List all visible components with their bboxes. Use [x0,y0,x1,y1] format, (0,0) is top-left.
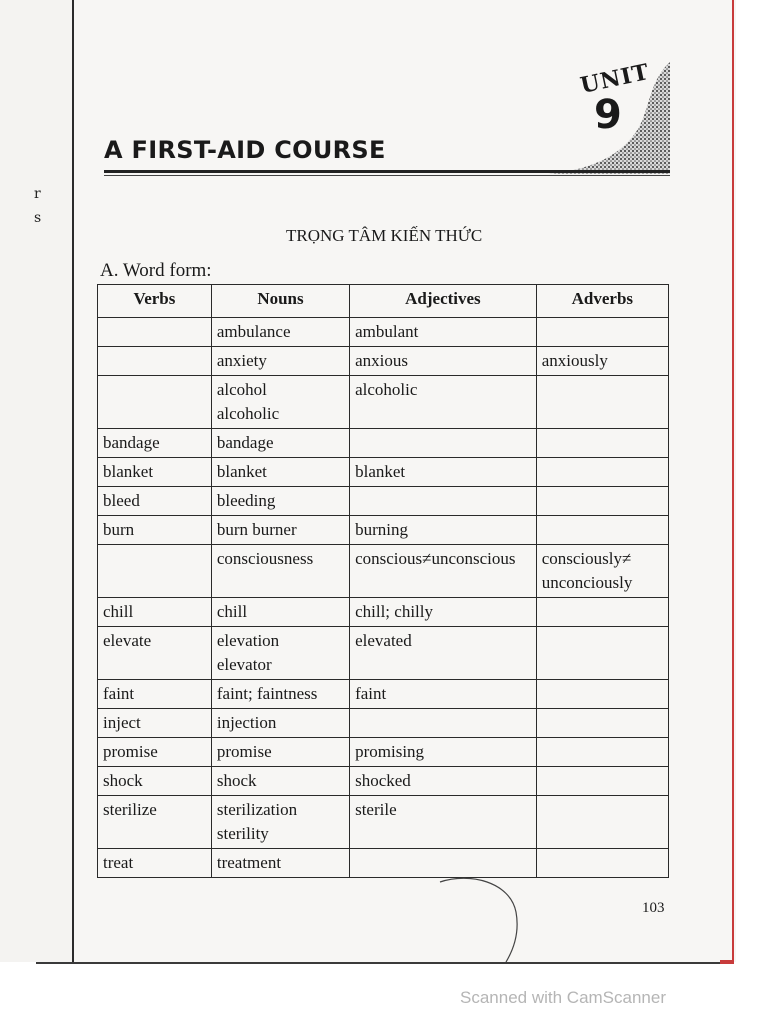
table-row [98,429,669,458]
cell-adverb [536,767,668,796]
cell-adverb [536,738,668,767]
table-row [98,598,669,627]
unit-title: A FIRST-AID COURSE [104,136,386,164]
cell-adverb [536,458,668,487]
table-row [98,709,669,738]
header-adverbs: Adverbs [536,285,668,318]
unit-label: UNIT [578,59,652,99]
cell-noun: consciousness [211,545,349,598]
cell-noun: chill [211,598,349,627]
cell-adverb: consciously≠ unconciously [536,545,668,598]
table-row [98,627,669,680]
cell-verb: burn [98,516,212,545]
cell-adverb [536,318,668,347]
cell-noun: treatment [211,849,349,878]
cell-adjective: elevated [350,627,537,680]
cell-verb: sterilize [98,796,212,849]
table-row [98,487,669,516]
margin-letter: r [34,186,41,202]
table-row [98,738,669,767]
cell-adjective [350,429,537,458]
cell-adverb [536,796,668,849]
cell-adjective: alcoholic [350,376,537,429]
cell-adverb [536,849,668,878]
cell-verb [98,376,212,429]
cell-noun: shock [211,767,349,796]
title-rule-thin [104,175,670,176]
table-row [98,318,669,347]
cell-adjective: faint [350,680,537,709]
cell-verb [98,347,212,376]
cell-adjective [350,487,537,516]
cell-adverb [536,709,668,738]
cell-adverb: anxiously [536,347,668,376]
cell-noun: promise [211,738,349,767]
table-row [98,516,669,545]
table-row [98,376,669,429]
cell-adjective [350,709,537,738]
table-row [98,347,669,376]
cell-verb: chill [98,598,212,627]
cell-adjective: conscious≠unconscious [350,545,537,598]
subsection-heading: A. Word form: [100,260,212,281]
cell-adverb [536,680,668,709]
cell-noun: alcohol alcoholic [211,376,349,429]
cell-adjective: chill; chilly [350,598,537,627]
unit-number: 9 [594,92,622,138]
cell-verb: bleed [98,487,212,516]
cell-noun: burn burner [211,516,349,545]
cell-adverb [536,516,668,545]
cell-noun: ambulance [211,318,349,347]
table-row [98,849,669,878]
cell-adjective: burning [350,516,537,545]
cell-verb: inject [98,709,212,738]
cell-verb: promise [98,738,212,767]
cell-noun: faint; faintness [211,680,349,709]
cell-noun: bandage [211,429,349,458]
cell-noun: bleeding [211,487,349,516]
cell-verb [98,318,212,347]
cell-verb: blanket [98,458,212,487]
cell-adjective: blanket [350,458,537,487]
cell-verb: faint [98,680,212,709]
cell-noun: elevation elevator [211,627,349,680]
cell-verb: shock [98,767,212,796]
title-rule [104,170,670,173]
cell-verb: treat [98,849,212,878]
cell-noun: blanket [211,458,349,487]
cell-adverb [536,376,668,429]
cell-adjective: sterile [350,796,537,849]
page-edge-corner [720,960,734,964]
table-row [98,680,669,709]
cell-adjective: promising [350,738,537,767]
header-adjectives: Adjectives [350,285,537,318]
margin-letter: s [34,210,42,226]
cell-verb: elevate [98,627,212,680]
section-heading: TRỌNG TÂM KIẾN THỨC [286,226,483,245]
page-edge [732,0,734,962]
word-form-table [97,284,669,878]
cell-verb: bandage [98,429,212,458]
cell-adverb [536,487,668,516]
header-verbs: Verbs [98,285,212,318]
cell-adjective: anxious [350,347,537,376]
table-header-row [98,285,669,318]
cell-adjective: shocked [350,767,537,796]
scan-bottom-edge [36,962,734,964]
watermark-text: Scanned with CamScanner [460,988,667,1007]
pencil-mark [430,872,530,962]
cell-noun: anxiety [211,347,349,376]
table-row [98,796,669,849]
cell-noun: sterilization sterility [211,796,349,849]
table-body [98,318,669,878]
table-row [98,767,669,796]
cell-adverb [536,429,668,458]
cell-adverb [536,598,668,627]
cell-noun: injection [211,709,349,738]
table-row [98,458,669,487]
table-row [98,545,669,598]
cell-adjective: ambulant [350,318,537,347]
cell-verb [98,545,212,598]
page-number: 103 [642,900,665,916]
cell-adverb [536,627,668,680]
header-nouns: Nouns [211,285,349,318]
